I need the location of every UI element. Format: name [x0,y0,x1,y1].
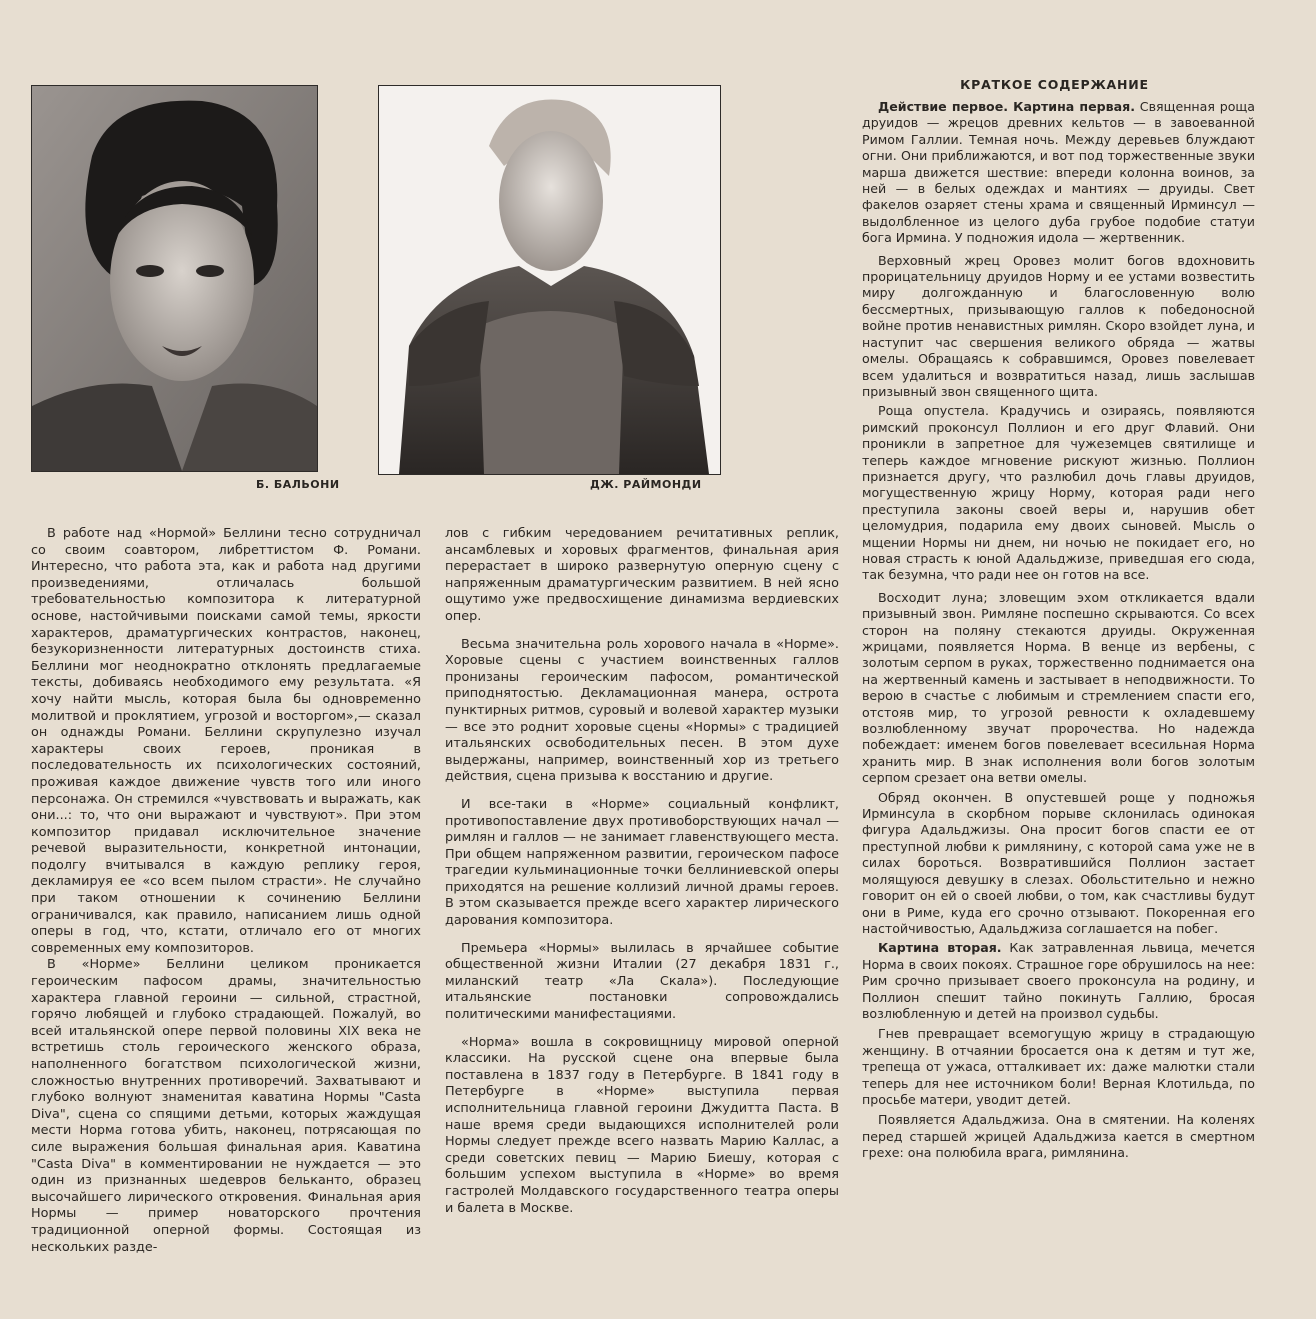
synopsis-paragraph: Роща опустела. Крадучись и озираясь, появляются римский проконсул Поллион и его друг Флавий. Они проникли в запретное для чужеземцев святилище и теперь каждое мгновение рискуют жизнью. Поллион признается другу, что разлюбил дочь главы друидов, могущественную жрицу Норму, которая ради него преступила законы своей веры и, нарушив обет целомудрия, подарила ему двоих сыновей. Мысль о мщении Нормы ни днем, ни ночью не покидает его, но новая страсть к юной Адальджизе, приведшая его сюда, так безумна, что ради нее он готов на все. [862,403,1255,583]
caption-raimondi: ДЖ. РАЙМОНДИ [590,478,702,491]
article-paragraph: В работе над «Нормой» Беллини тесно сотрудничал со своим соавтором, либреттистом Ф. Романи. Интересно, что работа эта, как и работа над другими произведениями, отличалась большой требовательностью композитора к литературной основе, настойчивыми поисками самой темы, яркости характеров, драматургических контрастов, наконец, безукоризненности литературных достоинств стиха. Беллини мог неоднократно отклонять предлагаемые тексты, добиваясь необходимого ему результата. «Я хочу найти мысль, которая была бы одновременно молитвой и проклятием, угрозой и восторгом»,— сказал он однажды Романи. Беллини скрупулезно изучал характеры своих героев, проникая в последовательность их психологических состояний, проживая каждое движение чувств того или иного персонажа. Он стремился «чувствовать и выражать, как они...: то, что они выражают и чувствуют». При этом композитор придавал исключительное значение речевой выразительности, конкретной интонации, подолгу вчитывался в каждую реплику героя, декламируя ее «со всем пылом страсти». Не случайно при таком отношении к сочинению Беллини ограничивался, как правило, написанием лишь одной оперы в год, что, кстати, отличало его от многих современных ему композиторов. [31,526,421,956]
synopsis-paragraph: Верховный жрец Оровез молит богов вдохновить прорицательницу друидов Норму и ее устами возвестить миру долгожданную и благословенную волю бессмертных, призывающую галлов к победоносной войне против ненавистных римлян. Скоро взойдет луна, и наступит час свершения великого обряда — жатвы омелы. Обращаясь к собравшимся, Оровез повелевает всем удалиться и возвратиться назад, лишь заслышав призывный звон священного щита. [862,252,1255,399]
synopsis-title: КРАТКОЕ СОДЕРЖАНИЕ [960,77,1149,92]
article-paragraph: Весьма значительна роль хорового начала в «Норме». Хоровые сцены с участием воинственных галлов пронизаны героическим пафосом, романтической приподнятостью. Декламационная манера, острота пунктирных ритмов, суровый и волевой характер музыки — все это роднит хоровые сцены «Нормы» с традицией итальянских освободительных песен. В этом духе выдержаны, например, воинственный хор из третьего действия, сцена призыва к восстанию и другие. [445,636,839,785]
article-paragraph: лов с гибким чередованием речитативных реплик, ансамблевых и хоровых фрагментов, финальная ария перерастает в широко развернутую оперную сцену с напряженным драматургическим развитием. В ней ясно ощутимо уже предвосхищение динамизма вердиевских опер. [445,526,839,624]
article-paragraph: В «Норме» Беллини целиком проникается героическим пафосом драмы, значительностью характера главной героини — сильной, страстной, горячо любящей и глубоко страдающей. Пожалуй, во всей итальянской опере первой половины XIX века не встретишь столь героического женского образа, наполненного богатством психологической жизни, сложностью внутренних противоречий. Захватывают и глубоко волнуют знаменитая каватина Нормы "Casta Diva", сцена со спящими детьми, которых жаждущая мести Норма готова убить, наконец, потрясающая по силе выражения большая финальная ария. Каватина "Casta Diva" в комментировании не нуждается — это один из признанных шедевров бельканто, образец высочайшего лирического откровения. Финальная ария Нормы — пример новаторского прочтения традиционной оперной формы. Состоящая из нескольких разде- [31,957,421,1255]
act-one-heading: Действие первое. Картина первая. [878,99,1136,114]
portrait-image-woman [32,86,317,471]
scene-two-heading: Картина вторая. [878,940,1002,956]
article-column-1 [31,526,421,1256]
portrait-image-man [379,86,720,474]
portrait-photo-balyoni [31,85,318,472]
synopsis-paragraph: Действие первое. Картина первая. Священная роща друидов — жрецов древних кельтов — в завоеванной Римом Галлии. Темная ночь. Между деревьев блуждают огни. Они приближаются, и вот под торжественные звуки марша движется шествие: впереди колонна воинов, за ней — в белых одеждах и мантиях — друиды. Свет факелов озаряет стены храма и священный Ирминсул — выдолбленное из целого дуба грубое подобие статуи бога Ирмина. У подножия идола — жертвенник. [862,99,1255,246]
synopsis-paragraph: Обряд окончен. В опустевшей роще у подножья Ирминсула в скорбном порыве склонилась одинокая фигура Адальджизы. Она просит богов спасти ее от преступной любви к римлянину, с которой сама уже не в силах бороться. Возвратившийся Поллион застает молящуюся девушку в слезах. Обольстительно и нежно говорит он ей о своей любви, о том, как счастливы будут они в Риме, куда его срочно отзывают. Покоренная его настойчивостью, Адальджиза соглашается на побег. [862,789,1255,936]
portrait-photo-raimondi [378,85,721,475]
synopsis-paragraph: Появляется Адальджиза. Она в смятении. На коленях перед старшей жрицей Адальджиза кается в смертном грехе: она полюбила врага, римлянина. [862,1112,1255,1161]
synopsis-paragraph: Гнев превращает всемогущую жрицу в страдающую женщину. В отчаянии бросается она к детям и тут же, трепеща от ужаса, отталкивает их: даже малютки стали теперь для нее источником боли! Верная Клотильда, по просьбе матери, уводит детей. [862,1026,1255,1107]
synopsis-column [862,99,1255,1162]
caption-balyoni: Б. БАЛЬОНИ [256,478,340,491]
article-paragraph: Премьера «Нормы» вылилась в ярчайшее событие общественной жизни Италии (27 декабря 1831 г., миланский театр «Ла Скала»). Последующие итальянские постановки сопровождались политическими манифестациями. [445,940,839,1023]
article-paragraph: И все-таки в «Норме» социальный конфликт, противопоставление двух противоборствующих начал — римлян и галлов — не занимает главенствующего места. При общем напряженном развитии, героическом пафосе трагедии кульминационные точки беллиниевской оперы приходятся на решение коллизий личной драмы героев. В этом сказывается прежде всего характер лирического дарования композитора. [445,796,839,929]
synopsis-paragraph: Картина вторая. Как затравленная львица, мечется Норма в своих покоях. Страшное горе обрушилось на нее: Рим срочно призывает своего проконсула на родину, и Поллион спешит тайно покинуть Галлию, бросая возлюбленную и детей на произвол судьбы. [862,940,1255,1021]
article-column-2 [445,526,839,1217]
synopsis-paragraph: Восходит луна; зловещим эхом откликается вдали призывный звон. Римляне поспешно скрываются. Со всех сторон на поляну стекаются друиды. Окруженная жрицами, появляется Норма. В венце из вербены, с золотым серпом в руках, торжественно поднимается она на жертвенный камень и застывает в неподвижности. То верою в счастье с любимым и стремлением спасти его, отстояв мир, то угрозой ревности к охладевшему возлюбленному звучат пророчества. Но надежда побеждает: именем богов повелевает всесильная Норма хранить мир. В знак исполнения воли богов золотым серпом срезает она ветви омелы. [862,589,1255,786]
article-paragraph: «Норма» вошла в сокровищницу мировой оперной классики. На русской сцене она впервые была поставлена в 1837 году в Петербурге. В 1841 году в Петербурге в «Норме» выступила первая исполнительница главной героини Джудитта Паста. В наше время среди выдающихся исполнителей роли Нормы следует прежде всего назвать Марию Каллас, а среди советских певиц — Марию Биешу, которая с большим успехом выступила в «Норме» во время гастролей Молдавского государственного театра оперы и балета в Москве. [445,1034,839,1216]
